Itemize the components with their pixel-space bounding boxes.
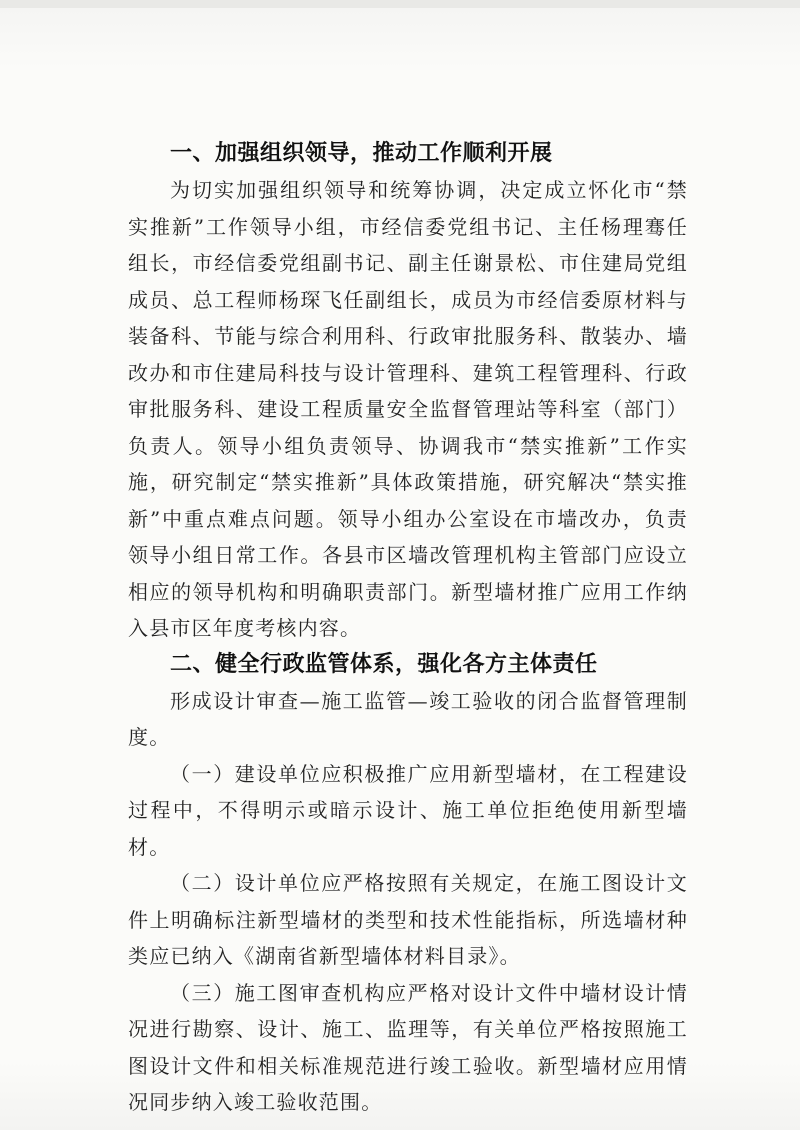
section2-item-3: （三）施工图审查机构应严格对设计文件中墙材设计情况进行勘察、设计、施工、监理等，有关单位严格按照施工图设计文件和相关标准规范进行竣工验收。新型墙材应用情况同步纳入竣工验收范围。 xyxy=(128,980,688,1114)
section2-intro: 形成设计审查—施工监管—竣工验收的闭合监督管理制度。 xyxy=(128,688,688,749)
section1-heading: 一、加强组织领导，推动工作顺利开展 xyxy=(170,141,553,166)
section1-paragraph: 为切实加强组织领导和统筹协调，决定成立怀化市“禁实推新”工作领导小组，市经信委党组书记、主任杨理骞任组长，市经信委党组副书记、副主任谢景松、市住建局党组成员、总工程师杨琛飞任副组长，成员为市经信委原材料与装备科、节能与综合利用科、行政审批服务科、散装办、墙改办和市住建局科技与设计管理科、建筑工程管理科、行政审批服务科、建设工程质量安全监督管理站等科室（部门）负责人。领导小组负责领导、协调我市“禁实推新”工作实施，研究制定“禁实推新”具体政策措施，研究解决“禁实推新”中重点难点问题。领导小组办公室设在市墙改办，负责领导小组日常工作。各县市区墙改管理机构主管部门应设立相应的领导机构和明确职责部门。新型墙材推广应用工作纳入县市区年度考核内容。 xyxy=(128,178,688,640)
scan-top-edge xyxy=(0,0,800,8)
document-body xyxy=(128,136,688,1121)
section2-heading: 二、健全行政监管体系，强化各方主体责任 xyxy=(170,651,598,677)
section2-item-1: （一）建设单位应积极推广应用新型墙材，在工程建设过程中，不得明示或暗示设计、施工单位拒绝使用新型墙材。 xyxy=(128,761,688,859)
section2-item-2: （二）设计单位应严格按照有关规定，在施工图设计文件上明确标注新型墙材的类型和技术性能指标，所选墙材种类应已纳入《湖南省新型墙体材料目录》。 xyxy=(128,871,688,968)
